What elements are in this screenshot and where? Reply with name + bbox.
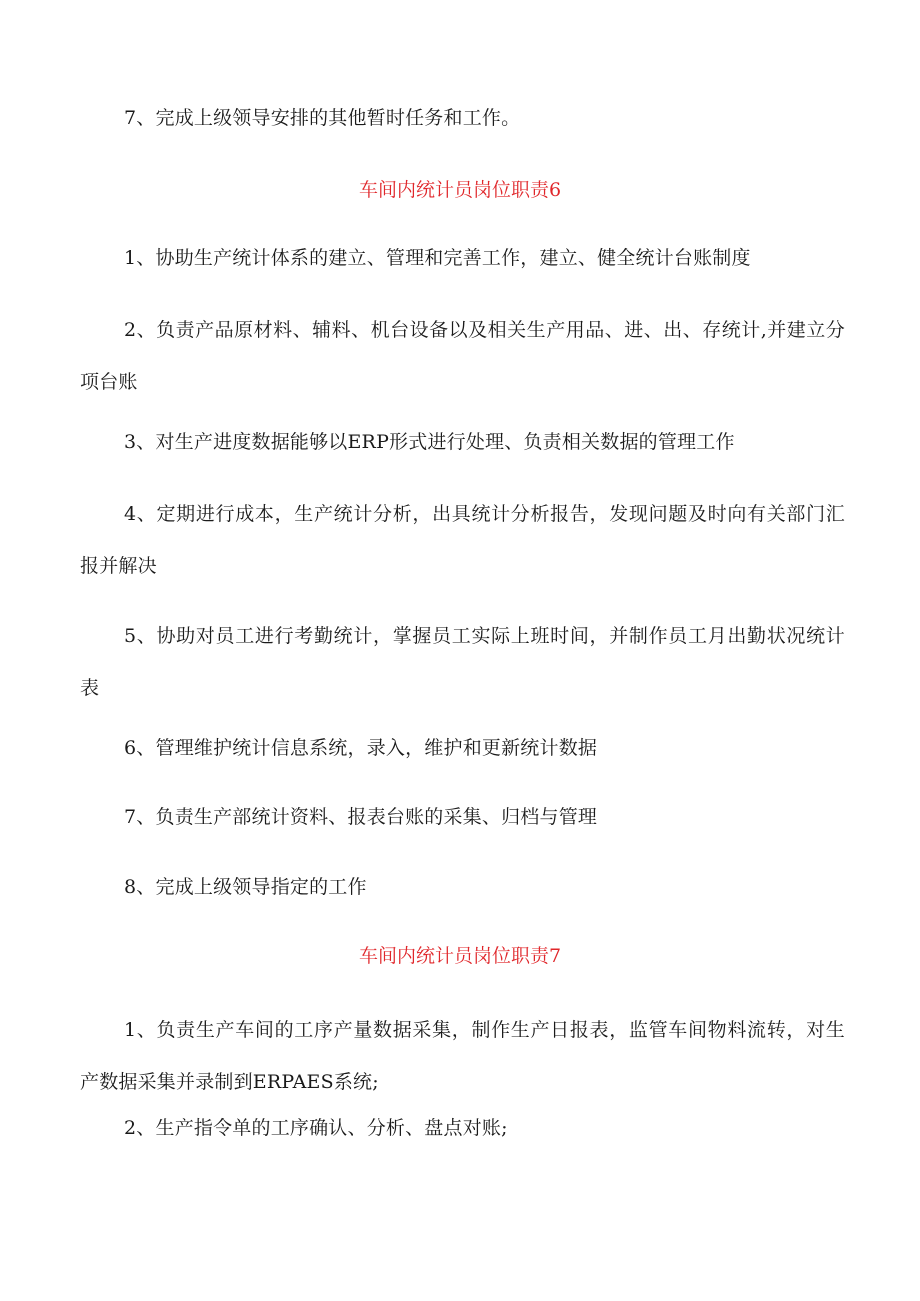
section-7-item-2: 2、生产指令单的工序确认、分析、盘点对账; — [124, 1117, 508, 1139]
section-6-item-8: 8、完成上级领导指定的工作 — [124, 876, 367, 898]
section-7-heading: 车间内统计员岗位职责7 — [358, 945, 562, 967]
section-6-item-3: 3、对生产进度数据能够以ERP形式进行处理、负责相关数据的管理工作 — [124, 431, 735, 453]
paragraph-prev-item-7: 7、完成上级领导安排的其他暂时任务和工作。 — [124, 107, 521, 129]
section-6-item-6: 6、管理维护统计信息系统，录入，维护和更新统计数据 — [124, 737, 598, 759]
section-6-heading: 车间内统计员岗位职责6 — [358, 179, 562, 201]
section-7-item-1: 1、负责生产车间的工序产量数据采集，制作生产日报表，监管车间物料流转，对生产数据采集并录制到ERPAES系统; — [80, 1019, 845, 1093]
section-6-item-5: 5、协助对员工进行考勤统计，掌握员工实际上班时间，并制作员工月出勤状况统计表 — [80, 625, 845, 699]
section-6-item-1: 1、协助生产统计体系的建立、管理和完善工作，建立、健全统计台账制度 — [124, 247, 751, 269]
section-6-item-7: 7、负责生产部统计资料、报表台账的采集、归档与管理 — [124, 806, 598, 828]
section-6-item-4: 4、定期进行成本，生产统计分析，出具统计分析报告，发现问题及时向有关部门汇报并解决 — [80, 503, 845, 577]
section-6-item-2: 2、负责产品原材料、辅料、机台设备以及相关生产用品、进、出、存统计,并建立分项台账 — [80, 319, 845, 393]
